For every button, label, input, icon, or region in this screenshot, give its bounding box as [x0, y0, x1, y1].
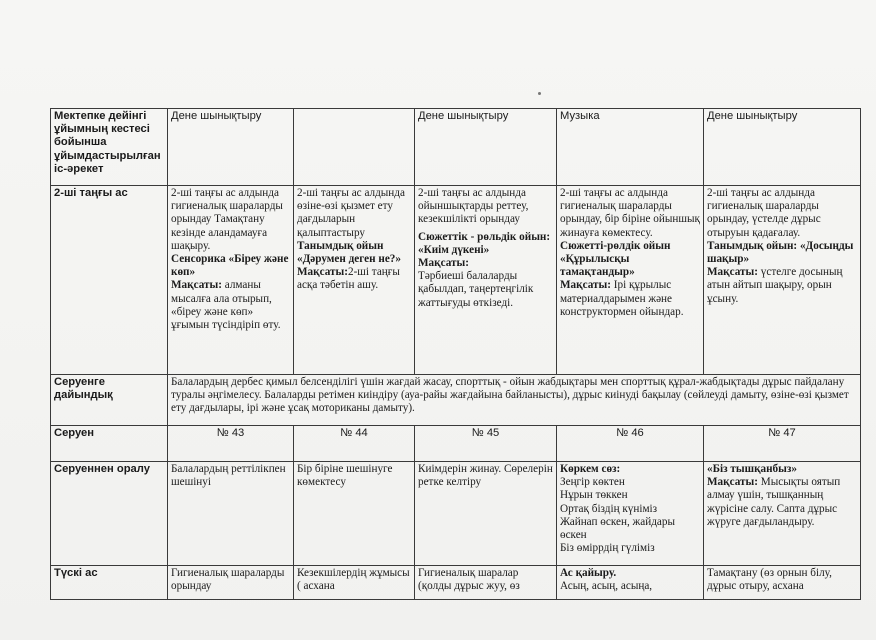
table-row: [51, 462, 861, 566]
cell-wed: Дене шынықтыру: [415, 109, 557, 186]
table-row: [51, 109, 861, 186]
daily-plan-table: [50, 108, 861, 600]
goal-label: Мақсаты:: [560, 279, 611, 292]
poem-line: Зеңгір көктен: [560, 476, 625, 489]
table-row: [51, 186, 861, 375]
poem-line: Біз өміррдің гүліміз: [560, 542, 655, 555]
cell-walk-prep: Балалардың дербес қимыл белсенділігі үшін жағдай жасау, спорттық - ойын жабдықтары мен спорттық құрал-жабдықтады дұрыс пайдалану туралы әңгімелесу. Балаларды ретімен киіндіру (ауа-райы жағдайына байланысты), дұрыс киінуді бақылау (сөйлеуді дамыту, өзіне-өзі қызмет ету дағдылары, ірі және ұсақ моториканы дамыту).: [168, 375, 861, 426]
cell-text: 2-ші таңғы ас алдында гигиеналық шараларды орындау Тамақтану кезінде аландамауға шақыру.: [171, 187, 283, 252]
cell-wed: Киімдерін жинау. Сөрелерін ретке келтіру: [415, 462, 557, 566]
row-label-lunch: Түскі ас: [51, 566, 168, 600]
goal-text: Ірі құрылыс материалдарымен және конструктормен ойындар.: [560, 279, 684, 318]
walk-number-thu: № 46: [557, 426, 704, 462]
goal-text: үстелге досының атын айтып шақыру, орын ұсыну.: [707, 266, 843, 305]
cell-thu: [557, 566, 704, 600]
row-label-walk-prep: Серуенге дайындық: [51, 375, 168, 426]
table-row: [51, 566, 861, 600]
goal-label: Мақсаты:: [418, 257, 469, 270]
row-label-organized-activity: Мектепке дейінгі ұйымның кестесі бойынша ұйымдастырылған іс-әрекет: [51, 109, 168, 186]
game-title: Сюжеттік - рөльдік ойын: «Киім дүкені»: [418, 230, 551, 256]
game-title: Сенсорика «Біреу және көп»: [171, 253, 289, 279]
cell-wed: Гигиеналық шаралар (қолды дұрыс жуу, өз: [415, 566, 557, 600]
cell-fri: [704, 462, 861, 566]
cell-text: 2-ші таңғы ас алдында ойыншықтарды реттеу, кезекшілікті орындау: [418, 187, 529, 226]
game-title: Сюжетті-рөлдік ойын «Құрылысқы тамақтандыр»: [560, 239, 671, 279]
goal-text: алманы мысалға ала отырып, «біреу және көп» ұғымын түсіндіріп өту.: [171, 279, 281, 332]
cell-tue: [294, 186, 415, 375]
poem-line: Нұрын төккен: [560, 489, 628, 502]
cell-wed: [415, 186, 557, 375]
cell-text: 2-ші таңғы ас алдында гигиеналық шараларды орындау, бір біріне ойыншық жинауға көмектесу.: [560, 187, 700, 239]
table-row: [51, 375, 861, 426]
cell-mon: [168, 186, 294, 375]
cell-fri: [704, 186, 861, 375]
walk-number-tue: № 44: [294, 426, 415, 462]
cell-text: Асың, асың, асыңа,: [560, 580, 653, 593]
table-row: [51, 426, 861, 462]
cell-thu: [557, 186, 704, 375]
walk-number-wed: № 45: [415, 426, 557, 462]
cell-text: 2-ші таңғы ас алдында өзіне-өзі қызмет ету дағдыларын қалыптастыру: [297, 187, 405, 239]
goal-label: Мақсаты:: [297, 266, 348, 279]
cell-mon: Гигиеналық шараларды орындау: [168, 566, 294, 600]
goal-text: Тәрбиеші балаларды қабылдап, таңертеңгілік жаттығуды өткізеді.: [418, 270, 534, 309]
walk-number-mon: № 43: [168, 426, 294, 462]
goal-text: 2-ші таңғы асқа тәбетін ашу.: [297, 266, 400, 292]
cell-text: 2-ші таңғы ас алдында гигиеналық шараларды орындау, үстелде дұрыс отыруын қадағалау.: [707, 187, 821, 239]
row-label-second-breakfast: 2-ші таңғы ас: [51, 186, 168, 375]
game-title: «Біз тышқанбыз»: [707, 463, 797, 475]
game-title: Танымдық ойын «Дәрумен деген не?»: [297, 239, 401, 266]
goal-label: Мақсаты:: [707, 266, 758, 279]
cell-mon: Балалардың реттілікпен шешінуі: [168, 462, 294, 566]
row-label-return: Серуеннен оралу: [51, 462, 168, 566]
walk-number-fri: № 47: [704, 426, 861, 462]
poem-line: Жайнап өскен, жайдары өскен: [560, 515, 675, 542]
goal-text: Мысықты оятып алмау үшін, тышқанның жүрісіне салу. Сапта дұрыс жүруге дағдыландыру.: [707, 476, 841, 528]
cell-tue: Бір біріне шешінуге көмектесу: [294, 462, 415, 566]
cell-title: Ас қайыру.: [560, 567, 617, 579]
cell-thu: [557, 462, 704, 566]
scan-speck: [538, 92, 541, 95]
cell-fri: Дене шынықтыру: [704, 109, 861, 186]
game-title: Танымдық ойын: «Досыңды шақыр»: [707, 239, 854, 266]
cell-tue: [294, 109, 415, 186]
cell-fri: Тамақтану (өз орнын білу, дұрыс отыру, асхана: [704, 566, 861, 600]
poem-title: Көркем сөз:: [560, 463, 621, 475]
cell-tue: Кезекшілердің жұмысы ( асхана: [294, 566, 415, 600]
cell-thu: Музыка: [557, 109, 704, 186]
goal-label: Мақсаты:: [171, 279, 222, 292]
cell-mon: Дене шынықтыру: [168, 109, 294, 186]
row-label-walk: Серуен: [51, 426, 168, 462]
goal-label: Мақсаты:: [707, 476, 758, 489]
poem-line: Ортақ біздің күніміз: [560, 502, 658, 515]
